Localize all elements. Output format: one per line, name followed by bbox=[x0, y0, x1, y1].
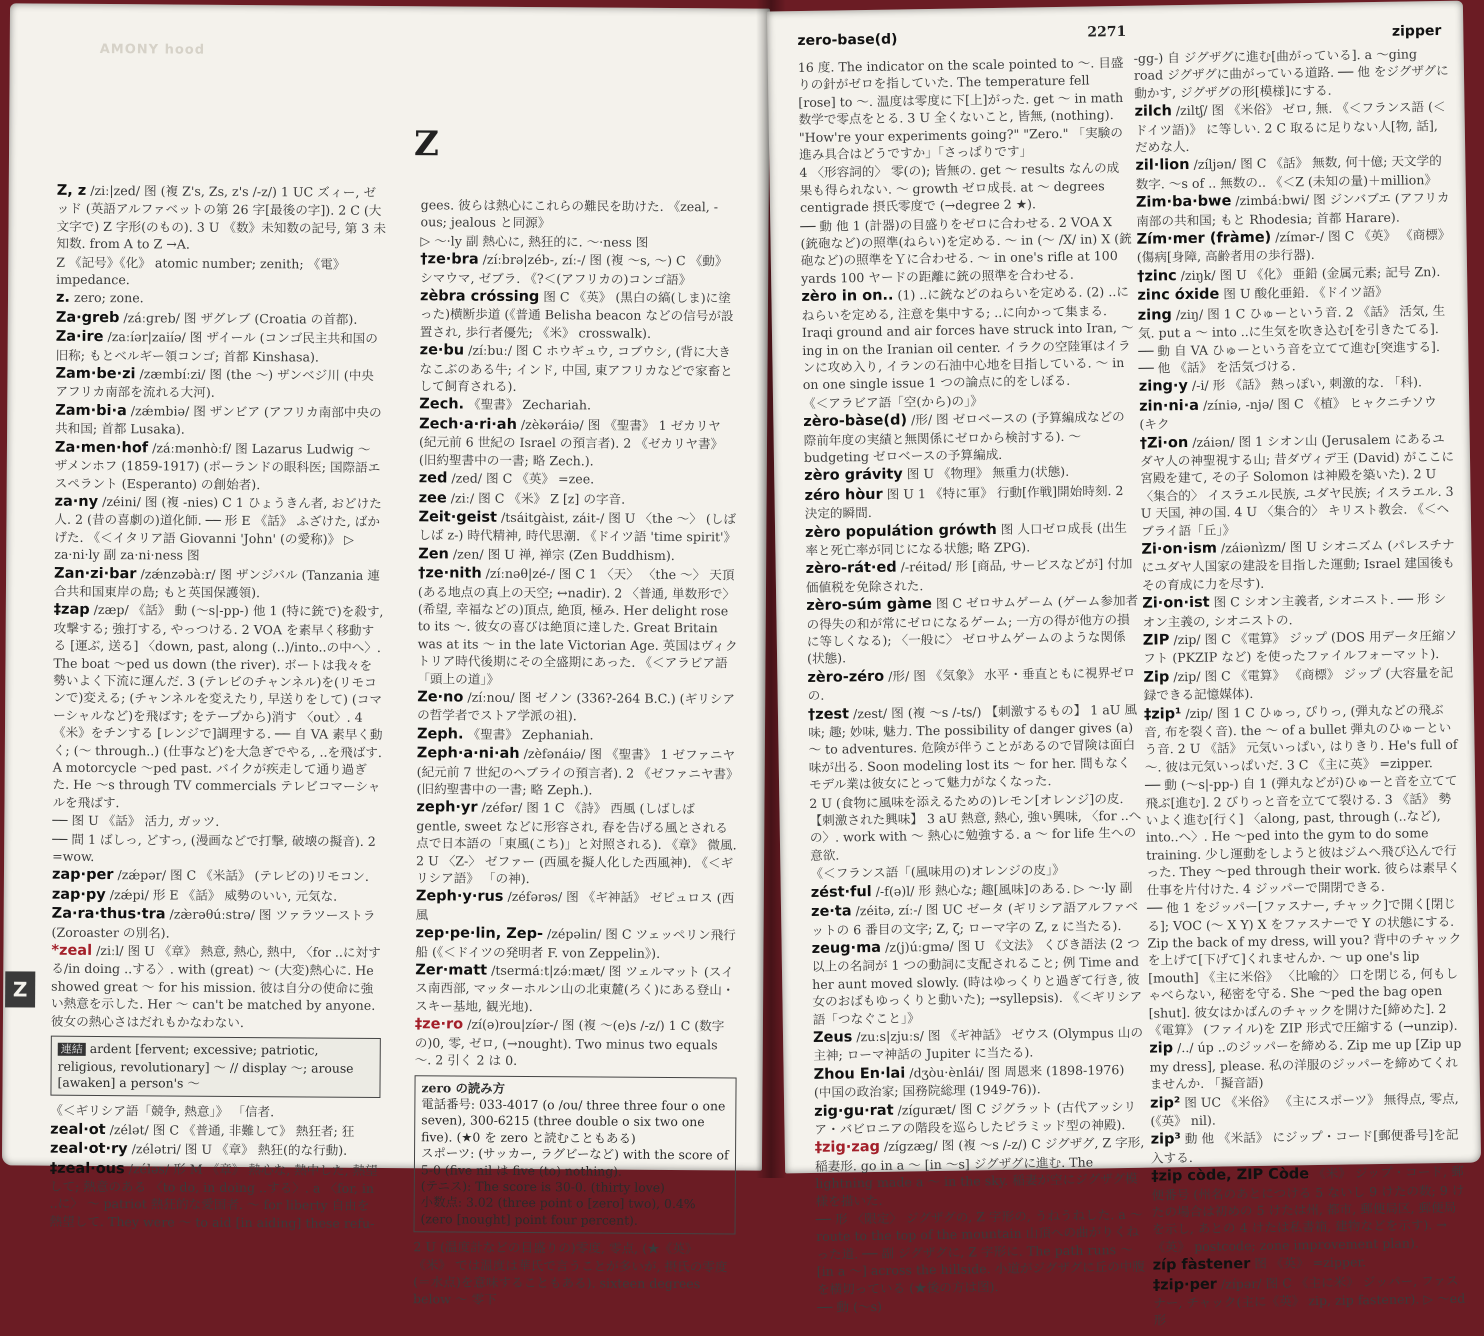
entry-definition: /zip/ 图 C 《電算》 《商標》 ジップ (大容量を記録できる記憶媒体). bbox=[1143, 664, 1454, 703]
dictionary-entry bbox=[799, 159, 1132, 216]
entry-definition: /tsermáːt|zə́ːmæt/ 图 ツェルマット (スイス南西部, マッターホルン山の北東麓(ろく)にある登山・スキー基地, 観光地). bbox=[415, 962, 735, 1014]
dictionary-entry bbox=[1136, 226, 1453, 267]
entry-headword: za·ny bbox=[54, 493, 99, 510]
dictionary-entry bbox=[418, 508, 740, 546]
entry-definition: /zéləs/ 形 M 《章》 熱心な, 熱中した, 熱望して; 熱意のある 〈to do, in doing ..する〉. a 〈for, in ..に〉 ～ patriot 熱狂的な愛国者. ～ for liberty 自由を熱望して. They were ～ to aid [in aiding] these refu- bbox=[49, 1160, 378, 1231]
entry-headword: zing bbox=[1137, 306, 1172, 324]
dictionary-entry bbox=[798, 54, 1132, 164]
entry-headword: Zam·be·zi bbox=[55, 365, 136, 383]
dictionary-entry bbox=[816, 1206, 1149, 1298]
entry-headword: *zeal bbox=[51, 942, 93, 960]
ghost-header: AMONY hood bbox=[99, 41, 206, 58]
entry-definition: /zed/ 图 C 《英》 =zee. bbox=[451, 470, 595, 487]
dictionary-entry bbox=[1151, 1126, 1468, 1167]
dictionary-entry bbox=[416, 888, 738, 926]
entry-headword: zeal·ot bbox=[50, 1121, 106, 1138]
entry-headword: †Zi·on bbox=[1139, 434, 1189, 452]
dictionary-entry bbox=[1134, 98, 1451, 156]
entry-definition: /形/ 图 ゼロベースの (予算編成などの際前年度の実績と無関係にゼロから検討する). ～ budgeting ゼロベースの予算編成. bbox=[803, 409, 1125, 465]
entry-headword: zeph·yr bbox=[416, 799, 478, 817]
entry-headword: Zeus bbox=[812, 1029, 853, 1046]
entry-definition: /zéfər/ 图 1 C 《詩》 西風 (しばしば gentle, sweet などに形容され, 春を告げる風とされる点で日本語の「東風(こち)」と対照される). 《章》 微風. 2 U 〈Z-〉 ゼファー (西風を擬人化した西風神). 《＜ギリシア語》 「の神). bbox=[415, 800, 737, 887]
entry-definition: /ziː/ 图 C 《米》 Z [z] の字音. bbox=[450, 489, 626, 507]
entry-definition: /zélət/ 图 C 《普通, 非難して》 熱狂者; 狂 bbox=[109, 1121, 355, 1139]
entry-definition: 動 他 《米話》 にジップ・コード[郵便番号]を記入する. bbox=[1150, 1127, 1459, 1166]
dictionary-entry bbox=[416, 799, 739, 889]
entry-definition: /zen/ 图 U 禅, 禅宗 (Zen Buddhism). bbox=[452, 546, 675, 563]
entry-definition: /zæp/ 《話》 動 (～s|-pp-) 他 1 (特に銃で)を殺す, 攻撃する; 強打する, やっつける. 2 VOA を素早く移動する [運ぶ, 送る] 〈down, past, along (..)/into..の中へ〉. The boat ～ped us down (the river). ボートは我々を勢いよく下流に運んだ. 3 (テレビのチャンネル)を(リモコンで)変える; (チャンネルを変えたり, 早送りをして) (コマーシャルなど)を飛ばす; をテープから)消す 〈out〉. 4 《米》をチンする [レンジで]調理する. ── 自 VA 素早く動く; (～ through..) (仕事など)を大急ぎでやる, ..を飛ばす. A motorcycle ～ped past. バイクが疾走して通り過ぎた. He ～s through TV commercials テレビコマーシャルを飛ばす. bbox=[52, 602, 384, 810]
dictionary-entry bbox=[55, 365, 385, 403]
entry-definition: /zíːbuː/ 图 C ホウギュウ, コブウシ, (背に大きなこぶのある牛; インド, 中国, 東アフリカなどで家畜として飼育される). bbox=[419, 342, 733, 394]
entry-definition: /形/ 图 《気象》 水平・垂直ともに視界ゼロの. bbox=[807, 664, 1136, 704]
entry-definition: Z 《記号》《化》 atomic number; zenith; 《電》 impedance. bbox=[56, 254, 346, 288]
entry-definition: /zuːs|zjuːs/ 图 《ギ神話》 ゼウス (Olympus 山の主神; ローマ神話の Jupiter に当たる). bbox=[813, 1024, 1144, 1064]
entry-definition: /zíɡurӕt/ 图 C ジグラット (古代アッシリア・バビロニアの階段を巡らしたピラミッド型の神殿). bbox=[814, 1098, 1137, 1137]
entry-headword: zèro-súm gàme bbox=[806, 596, 932, 615]
entry-headword: zeug·ma bbox=[811, 939, 882, 957]
dictionary-entry bbox=[815, 1134, 1148, 1210]
dictionary-entry bbox=[811, 898, 1144, 939]
entry-headword: zep·pe·lin, Zep- bbox=[415, 925, 544, 943]
entry-definition: /zip/ 图 C 《電算》 ジップ (DOS 用データ圧縮ソフト (PKZIP など) を使ったファイルフォーマット). bbox=[1143, 627, 1458, 667]
entry-definition: ── 動 (～s|-pp-) 自 1 (弾丸などが)ひゅーと音を立てて飛ぶ[進む]. 2 びりっと音を立てて裂ける. 3 《話》 勢いよく進む[行く] 〈along, past, through (..など), into..へ〉. He ～ped into the gym to do some training. 少し運動をしようと彼はジムへ飛び込んで行った. They ～ped through their work. 彼らは素早く仕事を片付けた. 4 ジッパーで開閉できる. bbox=[1145, 773, 1461, 898]
entry-definition: /zǽnzəbàːr/ 图 ザンジバル (Tanzania 連合共和国東岸の島; もと英国保護領). bbox=[53, 565, 380, 601]
entry-definition: 《＜ギリシア語「競争, 熱意」》 「信者. bbox=[50, 1102, 275, 1120]
dictionary-entry bbox=[1136, 189, 1453, 230]
zero-box-line: 電話番号: 033-4017 (o /ou/ three three four o one seven), 300-6215 (three double o six two one five). (★0 を zero と読むこともある) bbox=[421, 1096, 726, 1146]
entry-definition: /-réitəd/ 形 [商品, サービスなどが] 付加価値税を免除された. bbox=[805, 556, 1133, 595]
dictionary-entry bbox=[800, 212, 1133, 287]
dictionary-entry bbox=[51, 942, 382, 1032]
entry-definition: /záiən/ 图 1 シオン山 (Jerusalem にあるユダヤ人の神聖視する山; 昔ダヴィデ王 (David) がここに宮殿を建て, その子 Solomon は神殿を築いた). 2 U 〈集合的〉 イスラエル民族, ユダヤ民族; イスラエル. 3 U 天国, 神の国. 4 U 〈集合的〉 キリスト教会. 《＜ヘブライ語「丘」》 bbox=[1139, 430, 1455, 539]
dictionary-entry bbox=[420, 287, 742, 342]
entry-headword: †ze·bra bbox=[420, 251, 479, 268]
running-head-left: zero-base(d) bbox=[797, 31, 898, 50]
dictionary-entry bbox=[1144, 700, 1461, 776]
entry-headword: zing·y bbox=[1138, 378, 1189, 396]
entry-definition: /ziː|zed/ 图 (複 Z's, Zs, z's /-z/) 1 UC ズィー, ゼッド (英語アルファベットの第 26 字[最後の字]). 2 C (大文字で) Z 字形(のもの). 3 U 《数》未知数の記号, 第 3 未知数. from A to Z →A. bbox=[56, 182, 387, 252]
dictionary-entry bbox=[54, 493, 384, 566]
dictionary-entry bbox=[1143, 627, 1460, 668]
thumb-index-tab: Z bbox=[5, 971, 35, 1007]
entry-definition: /zí(ə)rou|zíər-/ 图 (複 ～(e)s /-z/) 1 C (数字の)0, 零, ゼロ, (→nought). Two minus two equals ～. 2 引く 2 は 0. bbox=[414, 1016, 725, 1069]
entry-headword: Zeph. bbox=[416, 726, 464, 743]
entry-headword: Zen bbox=[418, 545, 449, 563]
entry-definition: ▷ ～·ly 副 熱心に, 熱狂的に. ～·ness 图 bbox=[420, 233, 649, 250]
entry-headword: zèbra cróssing bbox=[419, 288, 540, 306]
dictionary-entry bbox=[419, 396, 741, 417]
entry-headword: zil·lion bbox=[1135, 157, 1190, 175]
entry-definition: 4 〈形容詞的〉 零(の); 皆無の. get ～ results なんの成果も得られない. ～ growth ゼロ成長. at ～ degrees centigrade 摂氏零度で (→degree 2 ★). bbox=[799, 160, 1120, 216]
dictionary-entry bbox=[1141, 536, 1458, 594]
dictionary-entry bbox=[814, 1097, 1147, 1138]
dictionary-entry bbox=[1134, 45, 1451, 102]
entry-definition: /zèfənáiə/ 图 《聖書》 1 ゼファニヤ (紀元前 7 世紀のヘブライの預言者). 2 《ゼファニヤ書》 (旧約聖書中の一書; 略 Zeph.). bbox=[416, 746, 739, 798]
dictionary-entry bbox=[50, 1120, 380, 1141]
dictionary-entry bbox=[419, 469, 741, 490]
left-page bbox=[2, 3, 770, 1308]
dictionary-entry bbox=[1153, 1271, 1470, 1329]
entry-definition: /zest/ 图 (複 ～s /-ts/) 【刺激するもの】 1 aU 風味; 趣; 妙味, 魅力. The possibility of danger gives (a) ～ to adventures. 危険が伴うことがあるので冒険は面白味が出る. Soon modeling lost its ～ for her. 間もなくモデル業は彼女にとって魅力がなくなった. bbox=[808, 701, 1138, 793]
dictionary-entry bbox=[1150, 1089, 1467, 1130]
entry-definition: /zéfərəs/ 图 《ギ神話》 ゼピュロス (西風 bbox=[415, 889, 735, 923]
dictionary-entry bbox=[52, 905, 382, 943]
zero-box-line: 小数点: 3.02 (three point o [zero] two), 0.4% (zero [nought] point four percent). bbox=[420, 1194, 696, 1228]
entry-headword: zee bbox=[418, 489, 447, 506]
entry-headword: zèro-zéro bbox=[807, 668, 885, 686]
entry-definition: /zípər/ 图 C 《主に米》 ジッパー, ファスナー, チャック(主に《英》 zip, zip fastener). ▷ ～ed 形 bbox=[1153, 1272, 1466, 1329]
zero-reading-box bbox=[413, 1075, 736, 1235]
entry-definition: /zíɡzæɡ/ 图 (複 ～s /-z/) C ジグザグ, Z 字形, 稲妻形. go in a ～ [in ～s] ジグザグに進む. The lightning made a ～ in the sky. 稲妻が空にジグザグ模様を描いた. bbox=[814, 1135, 1145, 1209]
entry-definition: /zip/ 图 1 C ひゅっ, ぴりっ, (弾丸などの飛ぶ音, 布を裂く音). the ～ of a bullet 弾丸のひゅーという音. 2 U 《話》 元気いっぱい, はりきり. He's full of ～. 彼は元気いっぱいだ. 3 C 《主に英》 =zipper. bbox=[1144, 701, 1458, 775]
entry-headword: Ze·no bbox=[417, 689, 464, 706]
entry-definition: /záiənìzm/ 图 U シオニズム (パレスチナにユダヤ人国家の建設を目指した運動; Israel 建国後もその育成に力を尽す). bbox=[1141, 536, 1455, 593]
entry-headword: Zeph·y·rus bbox=[415, 888, 504, 906]
entry-definition: /zíːnəθ|zé-/ 图 C 1 〈天〉 〈the ～〉 天頂 (ある地点の真上の天空; ↔nadir). 2 〈普通, 単数形で〉 (希望, 幸福などの)頂点, 絶頂, 極み. Her delight rose to its ～. 彼女の喜びは絶頂に達した. Great Britain was at its ～ in the late Victorian Age. 英国はヴィクトリア時代後期にその全盛期にあった. 《＜アラビア語「頭上の道」》 bbox=[417, 565, 738, 687]
zero-box-line: スポーツ: (サッカー, ラグビーなど) with the score of 5-0 (five nil は five (to) nothing). bbox=[420, 1145, 729, 1179]
dictionary-entry bbox=[803, 408, 1136, 466]
dictionary-entry bbox=[808, 700, 1141, 793]
entry-headword: Zeit·geist bbox=[418, 509, 498, 526]
entry-headword: Zeph·a·ni·ah bbox=[416, 745, 520, 763]
dictionary-entry bbox=[419, 489, 741, 510]
dictionary-entry bbox=[801, 283, 1135, 394]
entry-headword: ‡zip còde, ZIP Còde bbox=[1151, 1166, 1310, 1185]
dictionary-entry bbox=[1138, 301, 1455, 377]
dictionary-entry bbox=[1139, 392, 1456, 433]
dictionary-entry bbox=[1140, 429, 1458, 539]
entry-definition: /ziːl/ 图 U 《章》 熱意, 熱心, 熱中, 〈for ..に対する/in doing ..する〉. with (great) ～ (大変)熱心に. He showed great ～ for his mission. 彼は自分の使命に強い熱意を示した. Her ～ can't be matched by anyone. 彼女の熱心さはだれもかなわない. bbox=[50, 943, 381, 1030]
dictionary-entry bbox=[52, 830, 382, 867]
entry-headword: Z, z bbox=[56, 182, 87, 199]
dictionary-entry bbox=[1149, 1035, 1466, 1093]
dictionary-entry bbox=[50, 1102, 380, 1122]
entry-definition: 图 C 《英》 (黒白の縞(しま)に塗った)横断歩道 (《普通 Belisha beacon などの信号が設置され, 歩行者優先; 《米》 crosswalk). bbox=[419, 289, 734, 341]
entry-definition: 图 人口ゼロ成長 (出生率と死亡率が同じになる状態; 略 ZPG). bbox=[805, 519, 1128, 558]
entry-definition: /zélətri/ 图 U 《章》 熱狂(的な行動). bbox=[131, 1141, 348, 1158]
entry-definition: 《＜アラビア語「空(から)の」》 bbox=[802, 392, 984, 411]
entry-definition: ── 動 (～s) bbox=[817, 1298, 883, 1315]
dictionary-entry bbox=[52, 886, 382, 907]
entry-definition: 图 C シオン主義者, シオニスト. ── 形 シオン主義の, シオニストの. bbox=[1142, 591, 1447, 630]
dictionary-entry bbox=[805, 518, 1138, 559]
left-column-1 bbox=[49, 182, 386, 1233]
entry-headword: ‡zeal·ous bbox=[49, 1160, 125, 1177]
entry-definition: /zépəlin/ 图 C ツェッペリン飛行船 (《＜ドイツの発明者 F. von Zeppelin》). bbox=[415, 926, 736, 961]
dictionary-entry bbox=[52, 866, 382, 887]
entry-definition: /zéitə, zíː-/ 图 UC ゼータ (ギリシア語アルファベットの 6 番目の文字; Z, ζ; ローマ字の Z, z に当たる). bbox=[811, 898, 1139, 938]
entry-definition: /../ úp ..のジッパーを締める. Zip me up [Zip up my dress], please. 私の洋服のジッパーを締めてくれませんか. 「擬音語) bbox=[1149, 1036, 1462, 1092]
entry-headword: zip³ bbox=[1150, 1131, 1181, 1149]
entry-headword: Zim·ba·bwe bbox=[1135, 193, 1232, 212]
entry-definition: /záːmənhòːf/ 图 Lazarus Ludwig ～ ザメンホフ (1859-1917) (ポーランドの眼科医; 国際語エスペラント (Esperanto) の創始者). bbox=[54, 440, 381, 492]
entry-headword: Zím·mer (fràme) bbox=[1136, 229, 1272, 248]
dictionary-entry bbox=[55, 438, 385, 494]
entry-headword: zèro-rát·ed bbox=[805, 559, 897, 578]
entry-definition: gees. 彼らは熱心にこれらの難民を助けた. 《zeal, -ous; jealous と同源》 bbox=[420, 197, 719, 231]
right-column-1 bbox=[798, 54, 1150, 1317]
entry-headword: zap·per bbox=[51, 867, 114, 884]
dictionary-entry bbox=[813, 1060, 1146, 1101]
running-head-right: zipper bbox=[1391, 22, 1442, 40]
dictionary-entry bbox=[417, 564, 740, 689]
entry-headword: zip bbox=[1149, 1040, 1174, 1058]
entry-headword: Zan·zi·bar bbox=[54, 565, 137, 582]
entry-headword: Zech. bbox=[419, 396, 465, 414]
entry-definition: /zǽpi/ 形 E 《話》 威勢のいい, 元気な. bbox=[109, 886, 338, 904]
dictionary-entry bbox=[1142, 590, 1459, 631]
entry-definition: /zéini/ 图 (複 -nies) C 1 ひょうきん者, おどけた人. 2 (昔の喜劇の)道化師. ── 形 E 《話》 ふざけた, ばかげた. 《＜イタリア語 Giovanni 'John' (の愛称)》 ▷ za·ni·ly 副 za·ni·ness 图 bbox=[54, 493, 382, 563]
entry-definition: /zǽmbiə/ 图 ザンビア (アフリカ南部中央の共和国; 首都 Lusaka). bbox=[55, 403, 382, 437]
entry-headword: zin·ni·a bbox=[1139, 397, 1200, 415]
entry-headword: zed bbox=[418, 470, 448, 487]
entry-definition: /zíniə, -njə/ 图 C 《植》 ヒャクニチソウ (キク bbox=[1139, 393, 1437, 432]
dictionary-entry bbox=[56, 328, 386, 366]
dictionary-entry bbox=[420, 196, 742, 233]
dictionary-entry bbox=[419, 341, 741, 396]
dictionary-entry bbox=[804, 482, 1137, 523]
entry-definition: 图 U 《物理》 無重力(状態). bbox=[906, 464, 1070, 482]
entry-definition: /zíːnou/ 图 ゼノン (336?-264 B.C.) (ギリシアの哲学者でストア学派の祖). bbox=[417, 689, 736, 724]
entry-definition: /zimbáːbwi/ 图 ジンバブエ (アフリカ南部の共和国; もと Rhodesia; 首都 Harare). bbox=[1136, 190, 1450, 229]
entry-definition: /dʒòu·ènlái/ 图 周恩来 (1898-1976) (中国の政治家; 国務院総理 (1949-76)). bbox=[813, 1061, 1125, 1101]
entry-definition: /zíljən/ 图 C 《話》 無数, 何十億; 天文学的数字. ～s of .. 無数の.. 《＜Z (未知の量)＋million》 bbox=[1135, 153, 1442, 192]
page-number: 2271 bbox=[1087, 23, 1127, 41]
dictionary-entry bbox=[419, 415, 741, 470]
entry-headword: Za·ra·thus·tra bbox=[51, 905, 166, 923]
right-column-2 bbox=[1134, 45, 1470, 1331]
entry-definition: /ziŋ/ 图 1 C ひゅーという音. 2 《話》 活気, 生気. put a ～ into ..に生気を吹き込む[を引きたてる]. ── 動 自 VA ひゅーという音を立てて進む[突進する]. ── 他 《話》 を活気づける. bbox=[1137, 302, 1446, 376]
dictionary-entry bbox=[56, 289, 386, 310]
entry-headword: zap·py bbox=[51, 886, 106, 903]
dictionary-entry bbox=[1135, 152, 1452, 193]
entry-headword: Zech·a·ri·ah bbox=[419, 416, 518, 433]
entry-definition: 图 UC 《米俗》 《主にスポーツ》 無得点, 零点, (《英》 nil). bbox=[1150, 1090, 1459, 1129]
entry-definition: ── 間 1 ばしっ, どすっ, (漫画などで打撃, 破壊の擬音). 2 =wow. bbox=[52, 831, 376, 865]
dictionary-entry bbox=[52, 812, 382, 832]
dictionary-entry bbox=[56, 253, 386, 290]
entry-definition: 图 U 酸化亜鉛. 《ドイツ語》 bbox=[1223, 284, 1388, 302]
entry-definition: /ziltʃ/ 图 《米俗》 ゼロ, 無. 《＜フランス語 (＜ドイツ語)》 に等しい. 2 C 取るに足りない人[物, 話], だめな人. bbox=[1134, 99, 1446, 155]
dictionary-entry bbox=[50, 1140, 380, 1161]
entry-definition: 图 《英》 =zipper. bbox=[1254, 1254, 1367, 1272]
entry-headword: Zi·on·ism bbox=[1141, 540, 1218, 558]
dictionary-entry bbox=[806, 592, 1139, 668]
entry-definition: zero; zone. bbox=[73, 290, 144, 306]
entry-definition: ── 他 1 をジッパー[ファスナー, チャック]で開く[閉じる]; VOC (～ X Y) X をファスナーで Y の状態にする. Zip the back of my dress, will you? 背中のチャックを上げて[下げて]くれませんか. ～ up one's lip [mouth] 《主に米俗》 〈比喩的〉 口を閉じる, 何もしゃべらない, 秘密を守る. She ～ped the bag open [shut]. 彼女はかばんのチャックを開けた[締めた]. 2 《電算》 (ファイル)を ZIP 形式で圧縮する (→unzip). bbox=[1146, 895, 1462, 1038]
entry-headword: Za·ire bbox=[55, 328, 104, 346]
zero-box-title: zero の読み方 bbox=[421, 1079, 506, 1096]
entry-definition: /zǽpər/ 图 C 《米話》 (テレビの)リモコン. bbox=[117, 867, 369, 885]
entry-definition: /zaːíər|zaiíə/ 图 ザイール (コンゴ民主共和国の旧称; もとベルギー領コンゴ; 首都 Kinshasa). bbox=[55, 329, 378, 365]
entry-definition: ── 動 他 1 (計器)の目盛りをゼロに合わせる. 2 VOA X (銃砲など)の照準(ねらい)を定める. ～ in (～ /X/ in) X (銃砲など)の照準をＹに合わせる. ～ in one's rifle at 100 yards 100 ヤードの距離に銃の照準を合わせる. bbox=[800, 213, 1132, 286]
dictionary-entry bbox=[1145, 772, 1463, 899]
dictionary-entry bbox=[420, 250, 742, 288]
entry-definition: /záːɡreb/ 图 ザグレブ (Croatia の首都). bbox=[123, 310, 358, 327]
dictionary-entry bbox=[807, 664, 1140, 705]
dictionary-entry bbox=[50, 1159, 380, 1232]
entry-definition: 2 U (食物に風味を添えるための)レモン[オレンジ]の皮. 【刺激された興味】 3 aU 熱意, 熱心, 強い興味, 〈for ..への〉. work with ～ 熱心に勉強する. a ～ for life 生への意欲. bbox=[809, 790, 1142, 863]
dictionary-entry bbox=[417, 744, 739, 799]
entry-headword: Zer·matt bbox=[415, 962, 488, 979]
entry-definition: /zæ̀rəθúːstrə/ 图 ツァラツーストラ (Zoroaster の別名). bbox=[51, 906, 376, 941]
entry-definition: 《聖書》 Zechariah. bbox=[468, 397, 592, 413]
entry-headword: †zinc bbox=[1137, 268, 1177, 285]
entry-definition: /zíːbrə|zéb-, zíː-/ 图 (複 ～s, ～) C 《動》 シマウマ, ゼブラ. 《?＜(アフリカの)コンゴ語》 bbox=[420, 251, 728, 287]
entry-headword: zèro-bàse(d) bbox=[803, 412, 908, 431]
entry-headword: zést·ful bbox=[810, 883, 872, 901]
entry-headword: z. bbox=[55, 290, 71, 307]
entry-headword: Zi·on·ist bbox=[1142, 594, 1210, 612]
entry-headword: zèro grávity bbox=[804, 466, 903, 485]
entry-definition: /tsáitɡàist, záit-/ 图 U 〈the ～〉 (しばしば z-) 時代精神, 時代思潮. 《ドイツ語 'time spirit'》 bbox=[418, 509, 737, 545]
entry-definition: /-i/ 形 《話》 熱っぽい, 刺激的な. 「科). bbox=[1191, 374, 1423, 394]
entry-headword: ‡zip¹ bbox=[1143, 705, 1182, 723]
dictionary-entry bbox=[55, 402, 385, 440]
entry-definition: 图 U 1 《特に軍》 行動[作戦]開始時刻. 2 決定的瞬間. bbox=[804, 482, 1124, 522]
left-column-2 bbox=[413, 196, 743, 1311]
entry-definition: /z(j)úːɡmə/ 图 U 《文法》 くびき語法 (2 つ以上の名詞が 1 つの動詞に支配されること; 例 Time and her aunt moved slowly. (時はゆっくりと過ぎて行き, 彼女のおばもゆっくりと動いた); →syllepsis). 《＜ギリシア語「つなぐこと」》 bbox=[811, 935, 1143, 1027]
dictionary-entry bbox=[415, 924, 737, 962]
entry-definition: /-f(ə)l/ 形 熱心な; 趣[風味]のある. ▷ ～·ly 副 bbox=[875, 879, 1133, 899]
entry-headword: zéro hòur bbox=[804, 486, 883, 504]
entry-headword: ze·bu bbox=[419, 342, 465, 359]
dictionary-entry bbox=[809, 789, 1142, 864]
dictionary-entry bbox=[812, 935, 1145, 1028]
entry-headword: †ze·nith bbox=[418, 565, 482, 582]
dictionary-entry bbox=[417, 725, 739, 746]
entry-headword: zèro in on.. bbox=[801, 287, 894, 306]
entry-headword: ‡zap bbox=[53, 602, 90, 619]
entry-definition: ── 形 〈限定〉 ジグザグの, Z 字形の, うねうねした. a ～ route to the top of the mountain 山頂への曲がりくねった道. ── 副 ジグザグに, Z 字形に. The path runs ～ [in a ～] across the hillside. 小道がジグザグに丘の中腹を横切っている (★後の方は图). bbox=[815, 1206, 1146, 1297]
dictionary-entry bbox=[415, 1015, 737, 1070]
dictionary-entry bbox=[54, 564, 384, 602]
dictionary-entry bbox=[420, 232, 742, 252]
zero-box-line: (テニス): The score is 30-0. (thirty love) bbox=[420, 1178, 665, 1195]
entry-headword: zinc óxide bbox=[1137, 286, 1220, 305]
entry-definition: 图 C ゼロサムゲーム (ゲーム参加者の得失の和が常にゼロになるゲーム; 一方の得が他方の損に等しくなる); 〈一般に〉 ゼロサムゲームのような関係(状態). bbox=[806, 592, 1139, 667]
related-text: ardent [fervent; excessive; patriotic, religious, revolutionary] ～ // display ～; arouse [awaken] a person's ～ bbox=[57, 1041, 354, 1091]
entry-definition: (1) ..に銃などのねらいを定める. (2) ..にねらいを定める, 注意を集中する; ..に向かって集まる. Iraqi ground and air forces have struck into Iran, ～ing in on the Iranian oil center. イラクの空陸軍はイランに攻め入り, イランの石油中心地を目指している. ～ in on one single issue 1 つの論点に的をしぼる. bbox=[801, 284, 1134, 393]
entry-headword: ZIP bbox=[1142, 632, 1170, 649]
entry-definition: ── 图 U 《話》 活力, ガッツ. bbox=[52, 812, 220, 830]
entry-headword: zilch bbox=[1134, 103, 1172, 120]
related-label: 連結 bbox=[58, 1043, 86, 1056]
entry-headword: zeal·ot·ry bbox=[50, 1140, 128, 1158]
entry-headword: ‡zip·per bbox=[1152, 1276, 1218, 1294]
entry-headword: zíp fàstener bbox=[1152, 1256, 1251, 1274]
dictionary-entry bbox=[415, 961, 737, 1016]
entry-headword: Zhou En·lai bbox=[813, 1065, 906, 1083]
dictionary-entry bbox=[56, 182, 386, 255]
entry-headword: zip² bbox=[1149, 1094, 1181, 1112]
entry-definition: 《米》 ジップ・コード, 郵便番号 (州名のあとにつける 5 ないし 9 けたの数; 9 けたの場合は初めの 5 けたは州, 都市, 郵便局区, 郵便局を示し, あとの 4 けたは私書箱, 建物などを示す). →《英》 postcode; zone improvement plan). bbox=[1151, 1163, 1465, 1255]
entry-definition: -gg-) 自 ジグザグに進む[曲がっている]. a ～ging road ジグザグに曲がっている道路. ── 他 をジグザグに動かす, ジグザグの形[模様]にする. bbox=[1133, 46, 1449, 101]
dictionary-entry bbox=[1147, 895, 1465, 1039]
entry-headword: †zest bbox=[807, 705, 850, 723]
right-page bbox=[767, 1, 1481, 1329]
entry-definition: /ziŋk/ 图 U 《化》 亜鉛 (金属元素; 記号 Zn). bbox=[1180, 263, 1441, 283]
entry-headword: Zip bbox=[1143, 669, 1170, 686]
entry-definition: /zæmbíːzi/ 图 (the ～) ザンベジ川 (中央アフリカ南部を流れる大河). bbox=[55, 366, 374, 401]
dictionary-entry bbox=[417, 688, 739, 726]
entry-definition: 16 度. The indicator on the scale pointed to ～. 目盛りの針がゼロを指していた. The temperature fell [rose] to ～. 温度は零度に下[上]がった. get ～ in math 数学で零点をとる. 3 U 全くないこと, 皆無, (nothing). "How're your experiments going?" "Zero." 「実験の進み具合はどうですか」「さっぱりです」 bbox=[797, 54, 1124, 163]
entry-headword: ‡zig·zag bbox=[814, 1139, 881, 1157]
dictionary-entry bbox=[1143, 664, 1460, 705]
letter-heading: Z bbox=[413, 124, 440, 165]
entry-headword: Zam·bi·a bbox=[55, 402, 127, 420]
entry-headword: Za·greb bbox=[55, 309, 120, 326]
dictionary-entry bbox=[52, 601, 383, 813]
dictionary-entry bbox=[1151, 1163, 1468, 1256]
entry-definition: /zèkəráiə/ 图 《聖書》 1 ゼカリヤ (紀元前 6 世紀の Israel の預言者). 2 《ゼカリヤ書》 (旧約聖書中の一書; 略 Zech.). bbox=[418, 416, 724, 469]
entry-definition: 《聖書》 Zephaniah. bbox=[467, 726, 594, 743]
entry-headword: zig·gu·rat bbox=[814, 1102, 894, 1120]
dictionary-entry bbox=[413, 1238, 735, 1310]
dictionary-entry bbox=[813, 1024, 1146, 1065]
entry-headword: Za·men·hof bbox=[54, 439, 149, 457]
dictionary-entry bbox=[418, 545, 740, 566]
entry-definition: /zímər-/ 图 C 《英》 《商標》 (傷病[身障, 高齢者用の歩行器). bbox=[1136, 226, 1451, 266]
dictionary-entry bbox=[806, 555, 1139, 596]
entry-headword: ‡ze·ro bbox=[414, 1016, 464, 1033]
entry-headword: ze·ta bbox=[810, 903, 852, 921]
related-words-box bbox=[50, 1036, 380, 1099]
entry-definition: 《＜フランス語「(風味用の)オレンジの皮」》 bbox=[810, 862, 1065, 882]
dictionary-entry bbox=[56, 309, 386, 330]
entry-headword: zèro populátion grówth bbox=[804, 521, 997, 541]
entry-definition: 2 U (温度計などの目盛りの)零度, 零点, (★《英》 《米》 では温度は華氏で言うことが多いが, 摂氏の零度 (＝水点)を意味することもある). sixteen degrees below ～ 零下 bbox=[412, 1239, 728, 1308]
